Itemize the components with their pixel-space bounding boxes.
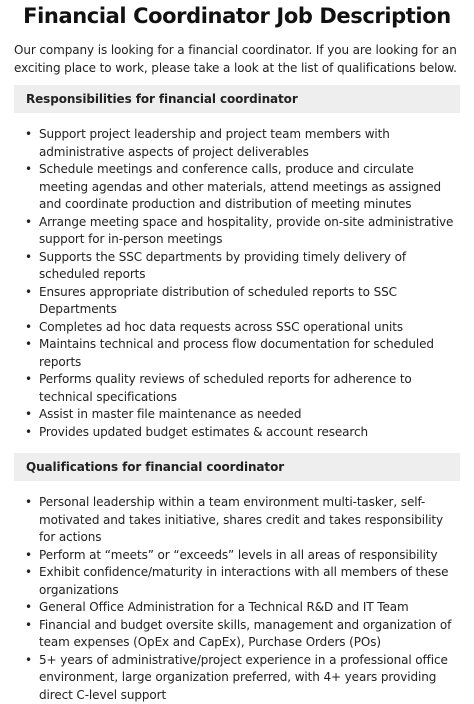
list-item xyxy=(39,126,460,161)
list-item-text: Performs quality reviews of scheduled reports for adherence to technical specifications xyxy=(39,372,412,404)
list-item-text: Maintains technical and process flow documentation for scheduled reports xyxy=(39,337,434,369)
list-item xyxy=(39,547,460,565)
list-item-text: Personal leadership within a team environment multi-tasker, self-motivated and takes initiative, shares credit and takes responsibility for actions xyxy=(39,495,443,544)
bullet-icon: • xyxy=(25,652,32,670)
list-item xyxy=(39,319,460,337)
bullet-icon: • xyxy=(25,161,32,179)
qualifications-list xyxy=(14,481,460,704)
bullet-icon: • xyxy=(25,214,32,232)
list-item xyxy=(39,564,460,599)
list-item xyxy=(39,214,460,249)
bullet-icon: • xyxy=(25,336,32,354)
list-item-text: Financial and budget oversite skills, management and organization of team expenses (OpEx and CapEx), Purchase Orders (POs) xyxy=(39,618,451,650)
list-item-text: Ensures appropriate distribution of scheduled reports to SSC Departments xyxy=(39,285,397,317)
list-item-text: 5+ years of administrative/project experience in a professional office environment, large organization preferred, with 4+ years providing direct C-level support xyxy=(39,653,448,702)
list-item-text: Schedule meetings and conference calls, produce and circulate meeting agendas and other materials, attend meetings as assigned and coordinate production and distribution of meeting minutes xyxy=(39,162,441,211)
responsibilities-header: Responsibilities for financial coordinator xyxy=(14,85,460,113)
bullet-icon: • xyxy=(25,126,32,144)
list-item-text: Arrange meeting space and hospitality, provide on-site administrative support for in-person meetings xyxy=(39,215,453,247)
bullet-icon: • xyxy=(25,284,32,302)
list-item-text: Completes ad hoc data requests across SSC operational units xyxy=(39,320,403,334)
list-item xyxy=(39,617,460,652)
bullet-icon: • xyxy=(25,249,32,267)
bullet-icon: • xyxy=(25,319,32,337)
list-item-text: Assist in master file maintenance as needed xyxy=(39,407,301,421)
list-item xyxy=(39,424,460,442)
bullet-icon: • xyxy=(25,599,32,617)
list-item-text: Perform at “meets” or “exceeds” levels in all areas of responsibility xyxy=(39,548,437,562)
bullet-icon: • xyxy=(25,371,32,389)
bullet-icon: • xyxy=(25,617,32,635)
list-item-text: Exhibit confidence/maturity in interactions with all members of these organizations xyxy=(39,565,448,597)
list-item xyxy=(39,249,460,284)
list-item xyxy=(39,161,460,214)
list-item xyxy=(39,371,460,406)
intro-paragraph: Our company is looking for a financial coordinator. If you are looking for an exciting place to work, please take a look at the list of qualifications below. xyxy=(14,42,460,77)
bullet-icon: • xyxy=(25,424,32,442)
list-item xyxy=(39,599,460,617)
list-item xyxy=(39,494,460,547)
qualifications-header: Qualifications for financial coordinator xyxy=(14,453,460,481)
list-item-text: Supports the SSC departments by providing timely delivery of scheduled reports xyxy=(39,250,406,282)
list-item xyxy=(39,284,460,319)
bullet-icon: • xyxy=(25,494,32,512)
responsibilities-list xyxy=(14,113,460,441)
list-item xyxy=(39,336,460,371)
list-item-text: Provides updated budget estimates & account research xyxy=(39,425,368,439)
list-item xyxy=(39,406,460,424)
page-title: Financial Coordinator Job Description xyxy=(14,0,460,36)
bullet-icon: • xyxy=(25,564,32,582)
bullet-icon: • xyxy=(25,547,32,565)
list-item-text: Support project leadership and project team members with administrative aspects of project deliverables xyxy=(39,127,390,159)
bullet-icon: • xyxy=(25,406,32,424)
list-item-text: General Office Administration for a Technical R&D and IT Team xyxy=(39,600,409,614)
